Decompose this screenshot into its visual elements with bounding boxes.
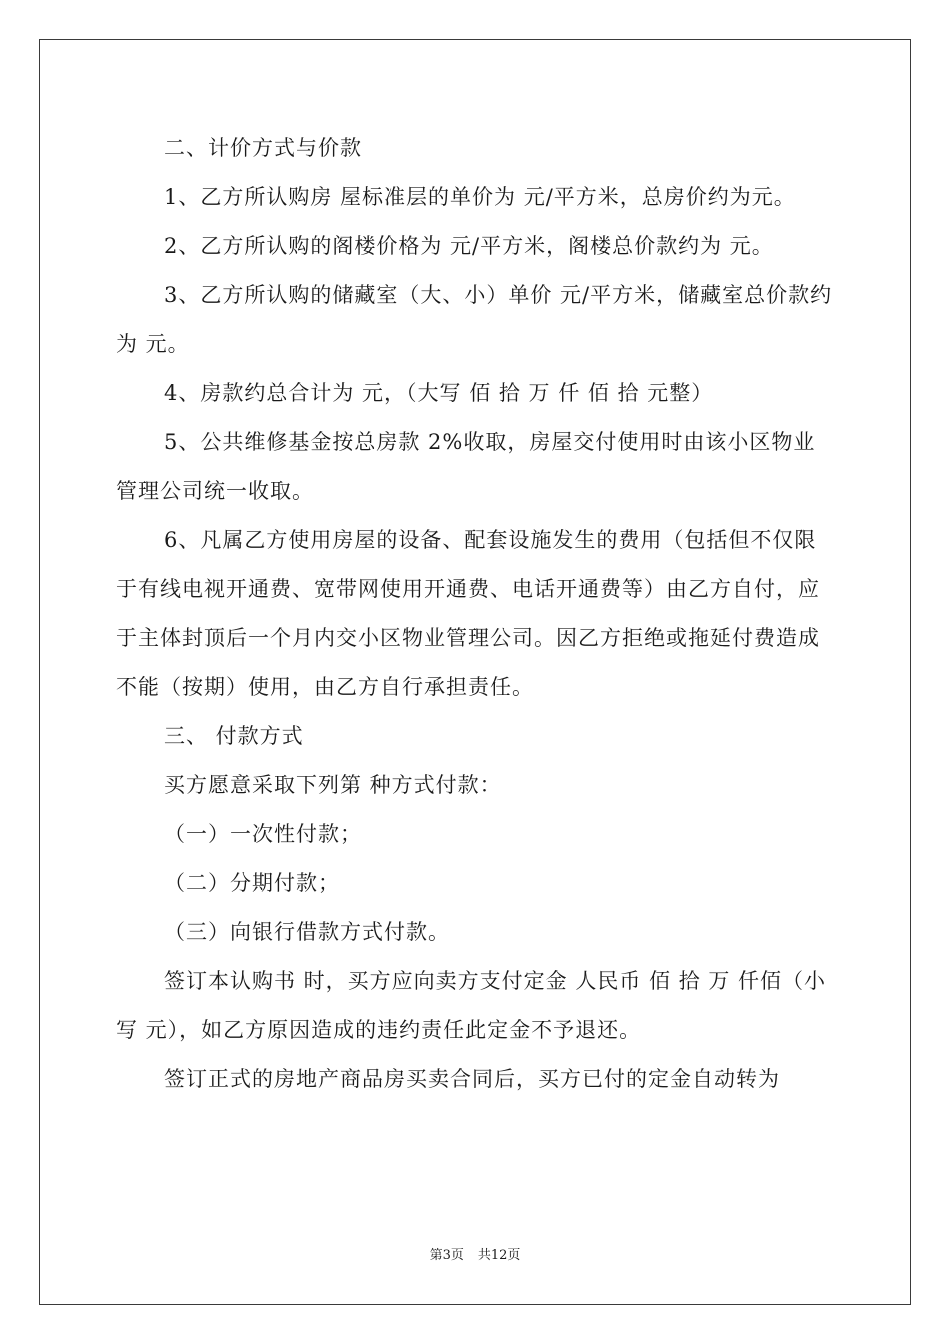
section-heading-payment: 三、 付款方式	[164, 724, 304, 748]
payment-option-lump-sum: （一）一次性付款；	[164, 822, 362, 846]
paragraph-facility-fees: 6、凡属乙方使用房屋的设备、配套设施发生的费用（包括但不仅限于有线电视开通费、宽带网使用开通费、电话开通费等）由乙方自付，应于主体封顶后一个月内交小区物业管理公司。因乙方拒绝或拖延付费造成不能（按期）使用，由乙方自行承担责任。	[116, 528, 820, 699]
document-body	[116, 124, 836, 1104]
paragraph-payment-choice: 买方愿意采取下列第 种方式付款：	[164, 773, 502, 797]
payment-option-installment: （二）分期付款；	[164, 871, 340, 895]
paragraph-attic-price: 2、乙方所认购的阁楼价格为 元/平方米，阁楼总价款约为 元。	[164, 234, 774, 258]
paragraph-total-price: 4、房款约总合计为 元，（大写 佰 拾 万 仟 佰 拾 元整）	[164, 381, 714, 405]
page-number: 第3页	[429, 1248, 464, 1263]
section-heading-pricing: 二、计价方式与价款	[164, 136, 362, 160]
payment-option-bank-loan: （三）向银行借款方式付款。	[164, 920, 450, 944]
paragraph-unit-price: 1、乙方所认购房 屋标准层的单价为 元/平方米，总房价约为元。	[164, 185, 796, 209]
paragraph-storage-price: 3、乙方所认购的储藏室（大、小）单价 元/平方米，储藏室总价款约为 元。	[116, 283, 833, 356]
paragraph-maintenance-fund: 5、公共维修基金按总房款 2%收取，房屋交付使用时由该小区物业管理公司统一收取。	[116, 430, 816, 503]
page-footer	[0, 1247, 950, 1265]
paragraph-deposit-conversion: 签订正式的房地产商品房买卖合同后，买方已付的定金自动转为	[164, 1067, 780, 1091]
page-total: 共12页	[477, 1248, 521, 1263]
paragraph-deposit: 签订本认购书 时，买方应向卖方支付定金 人民币 佰 拾 万 仟佰（小写 元），如乙方原因造成的违约责任此定金不予退还。	[116, 969, 827, 1042]
